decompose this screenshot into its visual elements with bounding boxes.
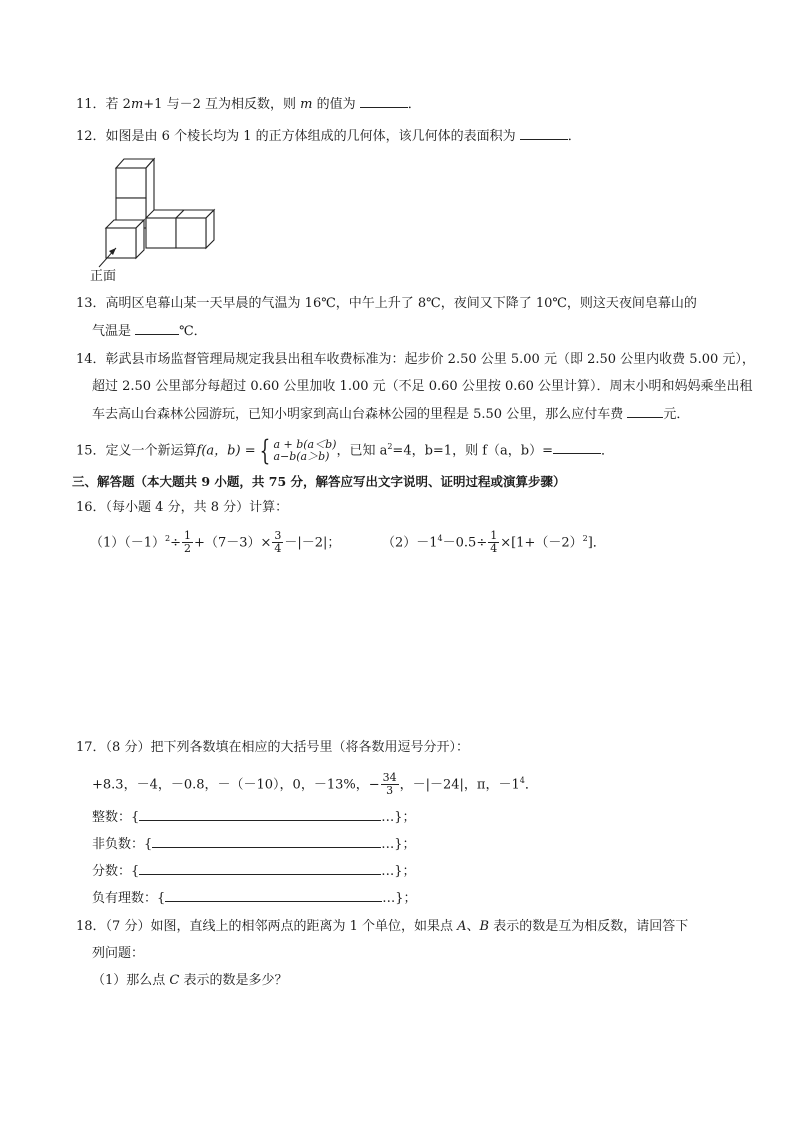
- q12-text: 12．如图是由 6 个棱长均为 1 的正方体组成的几何体，该几何体的表面积为: [76, 129, 520, 144]
- section-3-heading: 三、解答题（本大题共 9 小题，共 75 分，解答应写出文字说明、证明过程或演算步骤）: [72, 474, 566, 489]
- q15-cases: [273, 439, 336, 463]
- q14-line2: 超过 2.50 公里部分每超过 0.60 公里加收 1.00 元（不足 0.60 公里按 0.60 公里计算）．周末小明和妈妈乘坐出租: [92, 379, 753, 394]
- q16-p1-frac: [182, 530, 193, 555]
- cat-blank: [139, 808, 381, 821]
- q11-text-post: 的值为: [312, 97, 360, 112]
- q12-end: ．: [567, 129, 581, 144]
- question-11: [76, 95, 421, 114]
- q18-point-c: C: [169, 973, 180, 988]
- q16-part1: [90, 524, 340, 558]
- q15-mid2: =4，b=1，则 f（a，b）=: [392, 443, 553, 459]
- q17-cat-negative-rational: [92, 889, 417, 908]
- q14-line3: [92, 405, 689, 424]
- front-label: 正面: [90, 269, 117, 284]
- q15-brace: {: [259, 433, 270, 467]
- q18-text-c: 表示的数是互为相反数，请回答下: [489, 919, 689, 934]
- q16-p2-sup: 4: [437, 534, 443, 543]
- q16-p2-frac: [488, 530, 499, 555]
- q17-title: 17．（8 分）把下列各数填在相应的大括号里（将各数用逗号分开）：: [76, 740, 469, 755]
- q15-sup: 2: [387, 442, 393, 451]
- q15-args: (a，b) =: [201, 443, 256, 459]
- q17-nums-sup: 4: [519, 776, 525, 785]
- frac-den: 4: [274, 542, 282, 556]
- frac-num: 1: [490, 529, 498, 543]
- q14-end: 元．: [663, 407, 690, 422]
- cat-label: 负有理数：{: [92, 891, 166, 906]
- cat-end: …}；: [381, 810, 416, 825]
- q17-cat-nonnegative: [92, 835, 416, 854]
- q15-case2: a−b(a＞b): [273, 449, 330, 463]
- q16-p1-frac2: [272, 530, 283, 555]
- frac-num: 3: [274, 529, 282, 543]
- q18-text-b: 、: [466, 919, 480, 934]
- q17-cat-fractions: [92, 862, 416, 881]
- q18-sub1: [92, 972, 288, 990]
- q15-pre: 15．定义一个新运算: [76, 443, 197, 459]
- frac-den: 2: [184, 542, 192, 556]
- q16-p2-sup2: 2: [582, 534, 588, 543]
- q18-line2: 列问题：: [92, 946, 145, 961]
- q17-nums-a: +8.3，－4，－0.8，－（－10），0，－13%，−: [92, 777, 380, 793]
- q13-line1: 13．高明区皂幕山某一天早晨的气温为 16℃，中午上升了 8℃，夜间又下降了 10℃，则这天夜间皂幕山的: [76, 296, 697, 311]
- q15-end: ．: [600, 443, 614, 459]
- q16-p2-c: ×[1+（－2）: [500, 535, 583, 551]
- q17-nums-b: ，－|－24|，π，－1: [399, 777, 520, 793]
- q11-end: ．: [407, 97, 421, 112]
- q15-mid: ，已知 a: [336, 443, 388, 459]
- q11-text: 11．若 2: [76, 97, 131, 112]
- cat-label: 分数：{: [92, 864, 140, 879]
- cat-blank: [165, 889, 382, 902]
- q11-text-mid: +1 与－2 互为相反数，则: [143, 97, 301, 112]
- q16-p1-d: －|－2|；: [284, 535, 341, 551]
- q11-answer-blank: [360, 95, 408, 108]
- q14-answer-blank: [627, 405, 663, 418]
- q15-case1: a + b(a＜b): [273, 437, 337, 451]
- cat-label: 整数：{: [92, 810, 140, 825]
- q11-var2: m: [300, 97, 313, 112]
- q16-p1-a: （1）（－1）: [90, 535, 166, 551]
- q16-title: 16．（每小题 4 分，共 8 分）计算：: [76, 500, 289, 515]
- q18-line1: [76, 918, 688, 936]
- q16-p1-b: ÷: [170, 535, 182, 551]
- cat-end: …}；: [381, 837, 416, 852]
- question-15: [76, 434, 614, 465]
- frac-num: 1: [184, 529, 192, 543]
- q18-sub1-a: （1）那么点: [92, 973, 170, 988]
- cat-label: 非负数：{: [92, 837, 153, 852]
- q16-p2-d: ]．: [587, 535, 606, 551]
- q14-line1: 14．彰武县市场监督管理局规定我县出租车收费标准为：起步价 2.50 公里 5.00 元（即 2.50 公里内收费 5.00 元），: [76, 352, 755, 367]
- q16-part2: [382, 524, 606, 558]
- q18-point-b: B: [479, 919, 490, 934]
- q17-frac: [381, 772, 399, 797]
- q12-answer-blank: [520, 127, 568, 140]
- q18-text-a: 18．（7 分）如图，直线上的相邻两点的距离为 1 个单位，如果点: [76, 919, 458, 934]
- q16-p1-c: +（7－3）×: [194, 535, 272, 551]
- q13-line2: [92, 322, 207, 341]
- q11-var: m: [130, 97, 144, 112]
- q16-p1-sup: 2: [165, 534, 171, 543]
- frac-den: 3: [386, 784, 394, 798]
- q17-numbers: [92, 764, 538, 802]
- q16-p2-b: －0.5÷: [442, 535, 488, 551]
- q17-nums-end: ．: [524, 777, 538, 793]
- cat-end: …}；: [382, 891, 417, 906]
- q15-f: f: [196, 443, 202, 459]
- frac-num: 34: [382, 771, 397, 785]
- q13-line2-text: 气温是: [92, 324, 136, 339]
- q16-p2-a: （2）－1: [382, 535, 438, 551]
- q18-point-a: A: [457, 919, 467, 934]
- cat-blank: [139, 862, 381, 875]
- question-12: [76, 127, 581, 146]
- q18-sub1-b: 表示的数是多少？: [179, 973, 288, 988]
- cat-end: …}；: [381, 864, 416, 879]
- q17-cat-integers: [92, 808, 416, 827]
- q14-line3-text: 车去高山台森林公园游玩，已知小明家到高山台森林公园的里程是 5.50 公里，那么应付车费: [92, 407, 628, 422]
- cat-blank: [152, 835, 381, 848]
- q13-unit: ℃．: [179, 324, 207, 339]
- q15-answer-blank: [553, 441, 601, 454]
- frac-den: 4: [490, 542, 498, 556]
- q13-answer-blank: [135, 322, 179, 335]
